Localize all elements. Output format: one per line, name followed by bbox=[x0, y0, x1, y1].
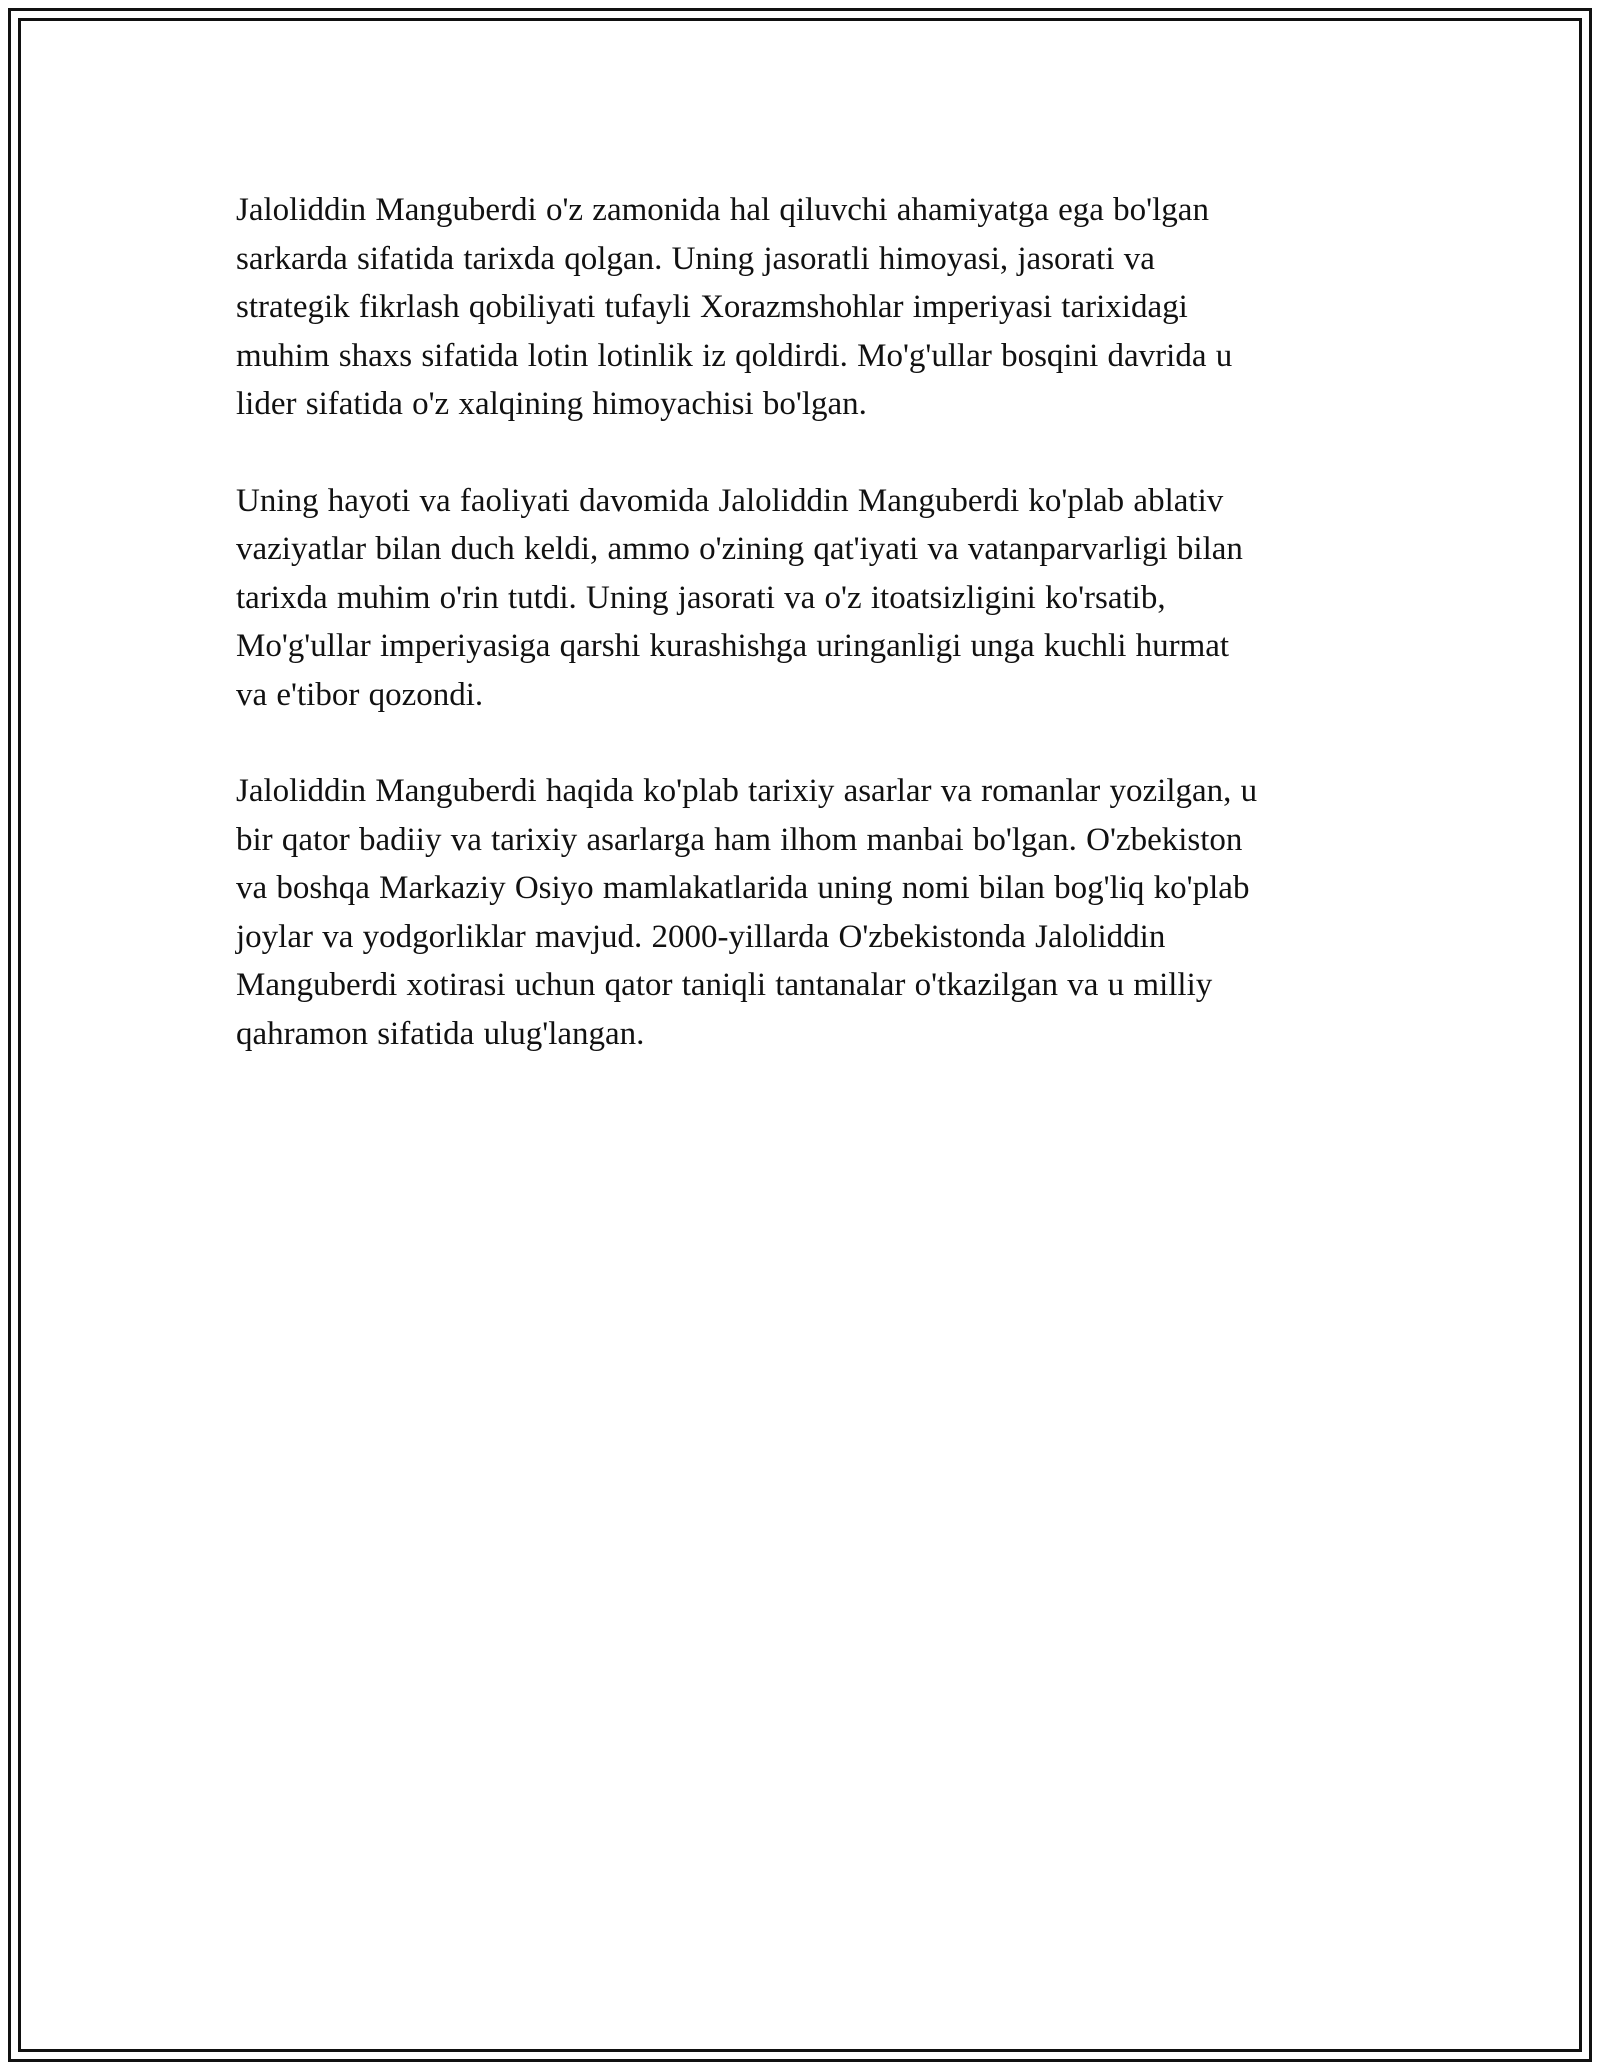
paragraph-2-line-2: vaziyatlar bilan duch keldi, ammo o'zining qat'iyati va vatanparvarligi bilan bbox=[236, 531, 1243, 567]
paragraph-2-line-5: va e'tibor qozondi. bbox=[236, 676, 484, 713]
paragraph-1 bbox=[236, 186, 1366, 429]
paragraph-2-line-4: Mo'g'ullar imperiyasiga qarshi kurashishga uringanligi unga kuchli hurmat bbox=[236, 628, 1230, 664]
paragraph-1-line-4: muhim shaxs sifatida lotin lotinlik iz qoldirdi. Mo'g'ullar bosqini davrida u bbox=[236, 337, 1233, 374]
paragraph-2 bbox=[236, 477, 1366, 720]
paragraph-3-line-4: joylar va yodgorliklar mavjud. 2000-yillarda O'zbekistonda Jaloliddin bbox=[236, 918, 1166, 955]
paragraph-3 bbox=[236, 767, 1366, 1058]
paragraph-1-line-5: lider sifatida o'z xalqining himoyachisi bo'lgan. bbox=[236, 386, 867, 422]
paragraph-3-line-6: qahramon sifatida ulug'langan. bbox=[236, 1015, 645, 1052]
paragraph-3-line-3: va boshqa Markaziy Osiyo mamlakatlarida uning nomi bilan bog'liq ko'plab bbox=[236, 870, 1250, 906]
paragraph-3-line-5: Manguberdi xotirasi uchun qator taniqli tantanalar o'tkazilgan va u milliy bbox=[236, 967, 1213, 1003]
paragraph-1-line-2: sarkarda sifatida tarixda qolgan. Uning jasoratli himoyasi, jasorati va bbox=[236, 240, 1155, 277]
paragraph-2-line-1: Uning hayoti va faoliyati davomida Jaloliddin Manguberdi ko'plab ablativ bbox=[236, 482, 1224, 519]
paragraph-3-line-1: Jaloliddin Manguberdi haqida ko'plab tarixiy asarlar va romanlar yozilgan, u bbox=[236, 773, 1258, 809]
document-body bbox=[236, 186, 1366, 1106]
paragraph-2-line-3: tarixda muhim o'rin tutdi. Uning jasorati va o'z itoatsizligini ko'rsatib, bbox=[236, 579, 1166, 616]
paragraph-1-line-1: Jaloliddin Manguberdi o'z zamonida hal qiluvchi ahamiyatga ega bo'lgan bbox=[236, 192, 1209, 228]
paragraph-1-line-3: strategik fikrlash qobiliyati tufayli Xorazmshohlar imperiyasi tarixidagi bbox=[236, 289, 1188, 325]
paragraph-3-line-2: bir qator badiiy va tarixiy asarlarga ham ilhom manbai bo'lgan. O'zbekiston bbox=[236, 821, 1243, 858]
